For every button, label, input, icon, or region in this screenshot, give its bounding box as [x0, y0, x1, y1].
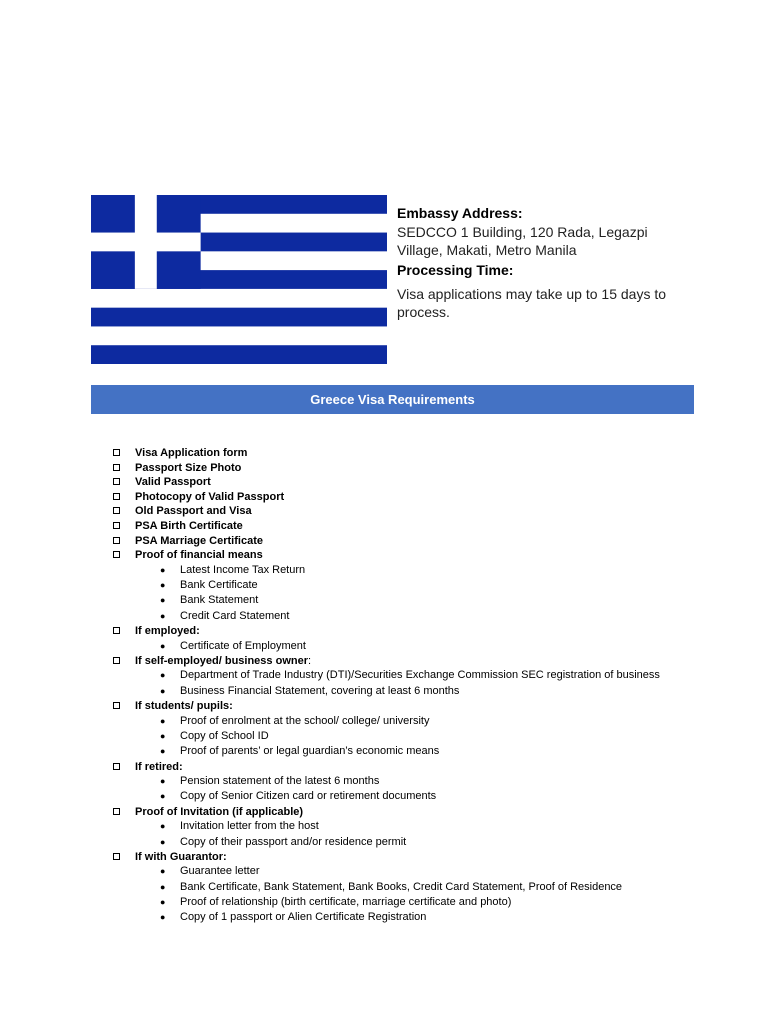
checkbox-icon: [113, 522, 120, 529]
sub-requirement-item: [160, 639, 732, 654]
checkbox-icon: [113, 763, 120, 770]
bullet-icon: ●: [160, 670, 166, 681]
checkbox-icon: [113, 808, 120, 815]
sub-requirement-item: [160, 744, 732, 759]
bullet-icon: ●: [160, 912, 166, 923]
sub-requirement-item: [160, 895, 732, 910]
sub-requirement-text: Proof of parents’ or legal guardian’s economic means: [180, 745, 440, 758]
sub-requirement-text: Invitation letter from the host: [180, 820, 319, 833]
flag-stripe-blue: [91, 308, 387, 327]
requirements-list: [112, 446, 732, 926]
sub-requirement-text: Business Financial Statement, covering at least 6 months: [180, 684, 460, 697]
sub-requirement-text: Certificate of Employment: [180, 639, 306, 652]
sub-requirements-list: [160, 864, 732, 925]
sub-requirement-text: Bank Statement: [180, 594, 259, 607]
sub-requirement-text: Copy of School ID: [180, 729, 269, 742]
checkbox-icon: [113, 853, 120, 860]
sub-requirement-text: Proof of enrolment at the school/ college/ university: [180, 714, 430, 727]
requirement-label-suffix: :: [308, 654, 312, 667]
checkbox-icon: [113, 551, 120, 558]
sub-requirement-item: [160, 835, 732, 850]
checkbox-icon: [113, 449, 120, 456]
embassy-address-label: Embassy Address:: [397, 205, 523, 221]
checkbox-icon: [113, 493, 120, 500]
bullet-icon: ●: [160, 791, 166, 802]
checkbox-icon: [113, 537, 120, 544]
sub-requirement-text: Copy of their passport and/or residence permit: [180, 835, 407, 848]
requirement-item: [112, 699, 732, 759]
checkbox-icon: [113, 507, 120, 514]
sub-requirement-text: Bank Certificate, Bank Statement, Bank Books, Credit Card Statement, Proof of Residence: [180, 880, 623, 893]
sub-requirements-list: [160, 774, 732, 805]
sub-requirement-text: Guarantee letter: [180, 865, 260, 878]
requirement-label: If with Guarantor:: [135, 850, 227, 863]
sub-requirement-text: Pension statement of the latest 6 months: [180, 775, 380, 788]
sub-requirement-item: [160, 563, 732, 578]
requirement-label: PSA Birth Certificate: [135, 519, 243, 532]
sub-requirement-text: Copy of Senior Citizen card or retirement documents: [180, 790, 437, 803]
sub-requirements-list: [160, 714, 732, 760]
requirement-item: [112, 850, 732, 926]
bullet-icon: ●: [160, 746, 166, 757]
bullet-icon: ●: [160, 564, 166, 575]
requirement-item: [112, 504, 732, 519]
checkbox-icon: [113, 627, 120, 634]
requirement-label: Passport Size Photo: [135, 461, 242, 474]
sub-requirement-item: [160, 864, 732, 879]
bullet-icon: ●: [160, 685, 166, 696]
sub-requirement-item: [160, 593, 732, 608]
requirement-item: [112, 534, 732, 549]
requirement-item: [112, 461, 732, 476]
requirement-label: If employed:: [135, 624, 200, 637]
bullet-icon: ●: [160, 776, 166, 787]
requirement-item: [112, 446, 732, 461]
requirements-banner-title: Greece Visa Requirements: [310, 392, 475, 407]
sub-requirement-item: [160, 714, 732, 729]
requirement-item: [112, 548, 732, 624]
requirement-label: Old Passport and Visa: [135, 505, 252, 518]
requirement-label: Photocopy of Valid Passport: [135, 490, 285, 503]
bullet-icon: ●: [160, 897, 166, 908]
sub-requirement-item: [160, 668, 732, 683]
requirement-label: Proof of financial means: [135, 549, 263, 562]
bullet-icon: ●: [160, 836, 166, 847]
checkbox-icon: [113, 478, 120, 485]
sub-requirement-item: [160, 819, 732, 834]
requirement-item: [112, 805, 732, 850]
sub-requirement-item: [160, 910, 732, 925]
flag-cross-horizontal: [91, 233, 201, 252]
bullet-icon: ●: [160, 640, 166, 651]
processing-time: Visa applications may take up to 15 days to process.: [397, 286, 667, 320]
requirement-label: If students/ pupils:: [135, 700, 233, 713]
sub-requirements-list: [160, 639, 732, 654]
requirement-label: If retired:: [135, 760, 183, 773]
bullet-icon: ●: [160, 580, 166, 591]
sub-requirement-text: Latest Income Tax Return: [180, 563, 306, 576]
checkbox-icon: [113, 702, 120, 709]
sub-requirement-item: [160, 774, 732, 789]
sub-requirement-item: [160, 789, 732, 804]
bullet-icon: ●: [160, 610, 166, 621]
requirement-label: Valid Passport: [135, 476, 211, 489]
sub-requirement-item: [160, 684, 732, 699]
bullet-icon: ●: [160, 730, 166, 741]
sub-requirement-text: Copy of 1 passport or Alien Certificate Registration: [180, 911, 427, 924]
requirement-item: [112, 475, 732, 490]
requirement-item: [112, 760, 732, 805]
greece-flag-image: [91, 195, 387, 364]
requirement-label: Visa Application form: [135, 447, 248, 459]
embassy-address: SEDCCO 1 Building, 120 Rada, Legazpi Village, Makati, Metro Manila: [397, 224, 648, 258]
requirement-item: [112, 519, 732, 534]
sub-requirements-list: [160, 668, 732, 699]
bullet-icon: ●: [160, 821, 166, 832]
requirement-item: [112, 490, 732, 505]
flag-stripe-blue: [91, 345, 387, 364]
embassy-info: [397, 204, 697, 321]
requirement-item: [112, 654, 732, 699]
requirement-label: PSA Marriage Certificate: [135, 534, 263, 547]
requirement-label: Proof of Invitation (if applicable): [135, 805, 304, 818]
sub-requirement-item: [160, 578, 732, 593]
sub-requirement-item: [160, 729, 732, 744]
checkbox-icon: [113, 464, 120, 471]
sub-requirements-list: [160, 563, 732, 624]
sub-requirement-item: [160, 880, 732, 895]
bullet-icon: ●: [160, 866, 166, 877]
bullet-icon: ●: [160, 715, 166, 726]
requirement-label: If self-employed/ business owner: [135, 654, 308, 667]
sub-requirement-text: Credit Card Statement: [180, 609, 290, 622]
processing-time-label: Processing Time:: [397, 262, 514, 278]
sub-requirement-item: [160, 609, 732, 624]
sub-requirements-list: [160, 819, 732, 850]
sub-requirement-text: Bank Certificate: [180, 579, 258, 592]
requirement-item: [112, 624, 732, 654]
sub-requirement-text: Proof of relationship (birth certificate, marriage certificate and photo): [180, 896, 512, 909]
bullet-icon: ●: [160, 881, 166, 892]
sub-requirement-text: Department of Trade Industry (DTI)/Securities Exchange Commission SEC registration of business: [180, 669, 660, 682]
requirements-banner: [91, 385, 694, 414]
bullet-icon: ●: [160, 595, 166, 606]
checkbox-icon: [113, 657, 120, 664]
